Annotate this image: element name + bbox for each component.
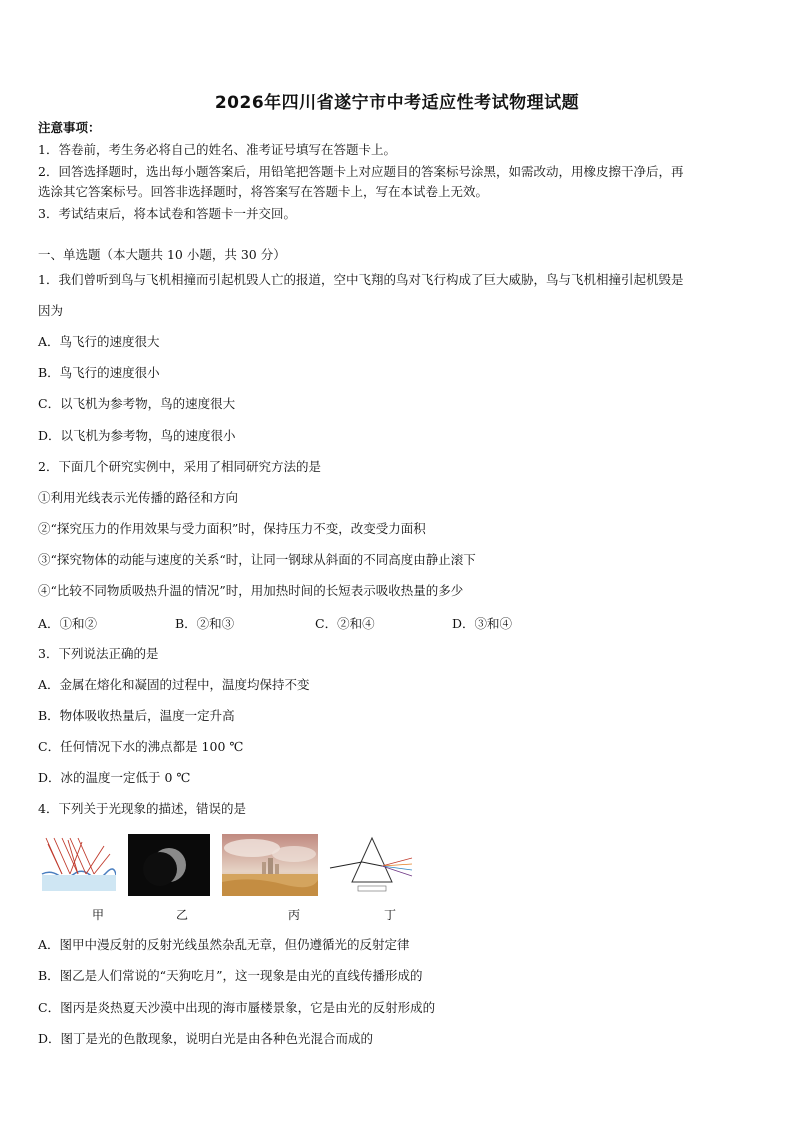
q2-item-3: ③“探究物体的动能与速度的关系“时，让同一钢球从斜面的不同高度由静止滚下	[38, 552, 476, 567]
prism-dispersion-figure	[328, 834, 416, 896]
q2-options	[38, 614, 758, 630]
q1-option-c: C．以飞机为参考物，鸟的速度很大	[38, 396, 236, 411]
notice-item-2: 2．回答选择题时，选出每小题答案后，用铅笔把答题卡上对应题目的答案标号涂黑，如需改动，用橡皮擦干净后，再	[38, 164, 684, 179]
figure-caption-yi: 乙	[176, 908, 189, 922]
q3-option-c: C．任何情况下水的沸点都是 100 ℃	[38, 739, 244, 754]
q2-item-1: ①利用光线表示光传播的路径和方向	[38, 490, 239, 505]
q1-option-d: D．以飞机为参考物，鸟的速度很小	[38, 428, 236, 443]
q1-stem-cont: 因为	[38, 303, 64, 318]
q2-option-a: A．①和②	[38, 616, 98, 631]
q4-option-d: D．图丁是光的色散现象，说明白光是由各种色光混合而成的	[38, 1031, 374, 1046]
notice-item-3: 3．考试结束后，将本试卷和答题卡一并交回。	[38, 206, 296, 221]
page-title: 2026年四川省遂宁市中考适应性考试物理试题	[214, 93, 580, 113]
figure-caption-bing: 丙	[288, 908, 301, 922]
q4-stem: 4．下列关于光现象的描述，错误的是	[38, 801, 246, 816]
q3-option-b: B．物体吸收热量后，温度一定升高	[38, 708, 235, 723]
desert-mirage-figure	[222, 834, 318, 896]
q4-figures	[38, 834, 418, 924]
figure-caption-jia: 甲	[92, 908, 105, 922]
q3-stem: 3．下列说法正确的是	[38, 646, 159, 661]
q2-item-2: ②“探究压力的作用效果与受力面积”时，保持压力不变，改变受力面积	[38, 521, 426, 536]
q2-option-b: B．②和③	[175, 616, 235, 631]
q3-option-a: A．金属在熔化和凝固的过程中，温度均保持不变	[38, 677, 310, 692]
q2-option-d: D．③和④	[452, 616, 513, 631]
q2-stem: 2．下面几个研究实例中，采用了相同研究方法的是	[38, 459, 321, 474]
notice-item-1: 1．答卷前，考生务必将自己的姓名、准考证号填写在答题卡上。	[38, 142, 396, 157]
figure-caption-ding: 丁	[384, 908, 397, 922]
diffuse-reflection-figure	[40, 834, 116, 894]
q1-stem: 1．我们曾听到鸟与飞机相撞而引起机毁人亡的报道，空中飞翔的鸟对飞行构成了巨大威胁，鸟与飞机相撞引起机毁是	[38, 272, 684, 287]
q2-option-c: C．②和④	[315, 616, 375, 631]
q2-item-4: ④“比较不同物质吸热升温的情况”时，用加热时间的长短表示吸收热量的多少	[38, 583, 464, 598]
q4-option-c: C．图丙是炎热夏天沙漠中出现的海市蜃楼景象，它是由光的反射形成的	[38, 1000, 436, 1015]
q3-option-d: D．冰的温度一定低于 0 ℃	[38, 770, 191, 785]
notice-item-2-cont: 选涂其它答案标号。回答非选择题时，将答案写在答题卡上，写在本试卷上无效。	[38, 184, 489, 199]
q4-option-b: B．图乙是人们常说的“天狗吃月”，这一现象是由光的直线传播形成的	[38, 968, 423, 983]
q4-option-a: A．图甲中漫反射的反射光线虽然杂乱无章，但仍遵循光的反射定律	[38, 937, 410, 952]
notice-label: 注意事项：	[38, 120, 101, 135]
q1-option-b: B．鸟飞行的速度很小	[38, 365, 160, 380]
q1-option-a: A．鸟飞行的速度很大	[38, 334, 160, 349]
section-heading: 一、单选题（本大题共 10 小题，共 30 分）	[38, 247, 286, 262]
lunar-eclipse-figure	[128, 834, 210, 896]
